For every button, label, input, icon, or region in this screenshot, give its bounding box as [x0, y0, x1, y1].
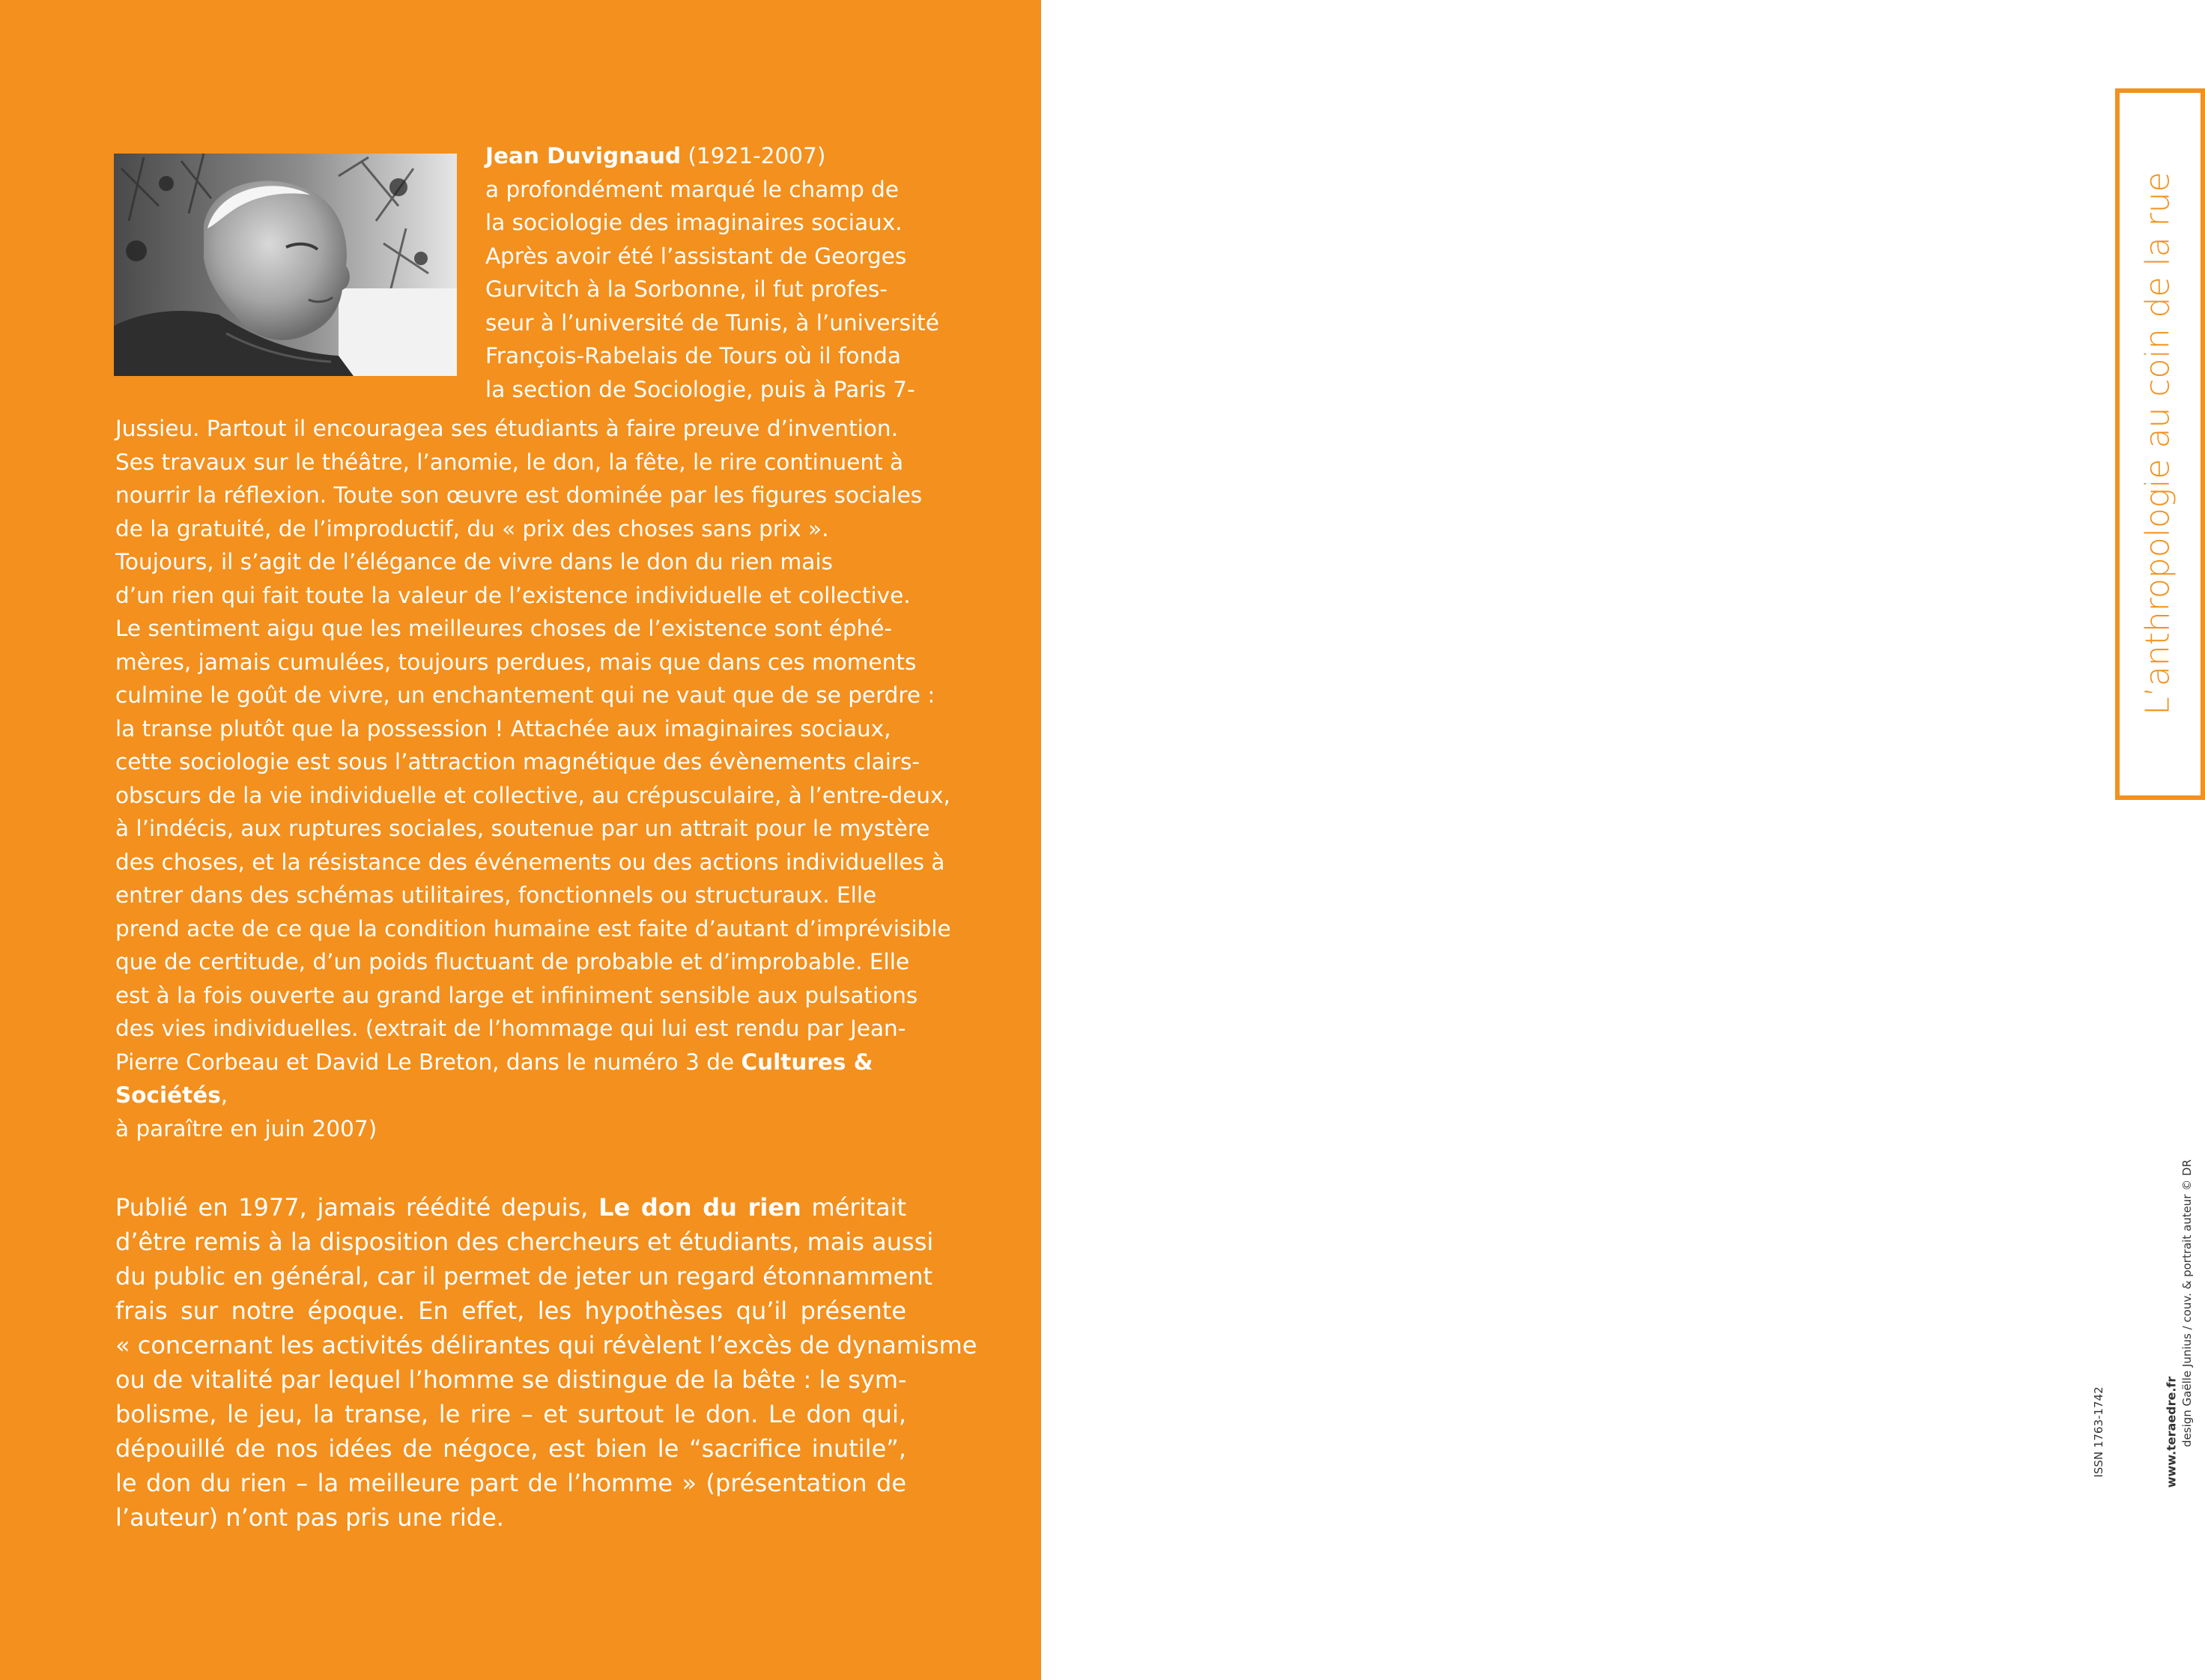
bio-line: à l’indécis, aux ruptures sociales, soutenue par un attrait pour le mystère [115, 816, 930, 841]
collection-title: L’anthropologie au coin de la rue [2138, 172, 2177, 715]
presentation-line: « concernant les activités délirantes qui révèlent l’excès de dynamisme [115, 1331, 977, 1359]
presentation-line: ou de vitalité par lequel l’homme se distingue de la bête : le sym- [115, 1365, 907, 1394]
book-presentation [115, 1190, 977, 1535]
bio-line: entrer dans des schémas utilitaires, fonctionnels ou structuraux. Elle [115, 882, 877, 908]
author-bio-body [115, 412, 951, 1145]
text-segment: (1921-2007) [681, 143, 826, 169]
presentation-line: l’auteur) n’ont pas pris une ride. [115, 1503, 504, 1532]
back-cover-panel [0, 0, 1041, 1680]
publisher-website: www.teraedre.fr [2164, 1376, 2179, 1488]
text-segment: , [220, 1082, 228, 1108]
bio-line: obscurs de la vie individuelle et collective, au crépusculaire, à l’entre-deux, [115, 782, 950, 808]
design-credits: design Gaëlle Junius / couv. & portrait auteur © DR [2180, 1159, 2194, 1447]
bio-line: Jussieu. Partout il encouragea ses étudiants à faire preuve d’invention. [115, 416, 899, 441]
bio-line: Après avoir été l’assistant de Georges [485, 243, 907, 269]
bio-line: culmine le goût de vivre, un enchantement qui ne vaut que de se perdre : [115, 682, 935, 708]
bio-line: cette sociologie est sous l’attraction magnétique des évènements clairs- [115, 749, 920, 774]
bio-line: Gurvitch à la Sorbonne, il fut profes- [485, 276, 888, 302]
bio-line: seur à l’université de Tunis, à l’université [485, 309, 939, 336]
author-portrait [114, 154, 457, 376]
emphasis-text: Le don du rien [598, 1193, 801, 1222]
bio-line: la section de Sociologie, puis à Paris 7- [485, 376, 915, 402]
issn-label: ISSN 1763-1742 [2092, 1386, 2105, 1478]
bio-line: Toujours, il s’agit de l’élégance de vivre dans le don du rien mais [115, 549, 833, 574]
emphasis-text: Jean Duvignaud [485, 143, 682, 169]
bio-line: que de certitude, d’un poids fluctuant de probable et d’improbable. Elle [115, 949, 910, 974]
presentation-line: le don du rien – la meilleure part de l’homme » (présentation de [115, 1469, 906, 1497]
bio-line: des choses, et la résistance des événements ou des actions individuelles à [115, 849, 945, 875]
bio-line: d’un rien qui fait toute la valeur de l’existence individuelle et collective. [115, 582, 911, 608]
presentation-line: frais sur notre époque. En effet, les hypothèses qu’il présente [115, 1297, 906, 1325]
presentation-line: d’être remis à la disposition des chercheurs et étudiants, mais aussi [115, 1228, 934, 1256]
bio-line: à paraître en juin 2007) [115, 1115, 377, 1141]
text-segment: méritait [801, 1193, 907, 1222]
bio-line: a profondément marqué le champ de [485, 176, 900, 202]
presentation-line: bolisme, le jeu, la transe, le rire – et surtout le don. Le don qui, [115, 1400, 906, 1428]
bio-line: mères, jamais cumulées, toujours perdues, mais que dans ces moments [115, 649, 917, 675]
bio-line: la sociologie des imaginaires sociaux. [485, 210, 903, 235]
bio-line [485, 139, 939, 173]
presentation-line [115, 1190, 906, 1225]
bio-line: est à la fois ouverte au grand large et infiniment sensible aux pulsations [115, 982, 918, 1008]
bio-line [115, 1046, 951, 1079]
bio-line [115, 1079, 951, 1112]
bio-line: François-Rabelais de Tours où il fonda [485, 343, 901, 369]
bio-line: la transe plutôt que la possession ! Attachée aux imaginaires sociaux, [115, 715, 891, 742]
bio-line: de la gratuité, de l’improductif, du « prix des choses sans prix ». [115, 515, 829, 542]
spine-panel [1041, 0, 2194, 1680]
bio-line: nourrir la réflexion. Toute son œuvre est dominée par les figures sociales [115, 482, 923, 508]
bio-line: des vies individuelles. (extrait de l’hommage qui lui est rendu par Jean- [115, 1016, 906, 1041]
text-segment: Pierre Corbeau et David Le Breton, dans le numéro 3 de [115, 1049, 741, 1075]
bio-line: Le sentiment aigu que les meilleures choses de l’existence sont éphé- [115, 616, 893, 641]
presentation-line: dépouillé de nos idées de négoce, est bien le “sacrifice inutile”, [115, 1434, 906, 1463]
author-bio-intro [485, 139, 939, 406]
bio-line: prend acte de ce que la condition humaine est faite d’autant d’imprévisible [115, 915, 951, 941]
emphasis-text: Cultures & [741, 1049, 873, 1075]
presentation-line: du public en général, car il permet de jeter un regard étonnamment [115, 1262, 933, 1291]
emphasis-text: Sociétés [115, 1082, 221, 1108]
bio-line: Ses travaux sur le théâtre, l’anomie, le don, la fête, le rire continuent à [115, 449, 904, 475]
text-segment: Publié en 1977, jamais réédité depuis, [115, 1193, 599, 1222]
